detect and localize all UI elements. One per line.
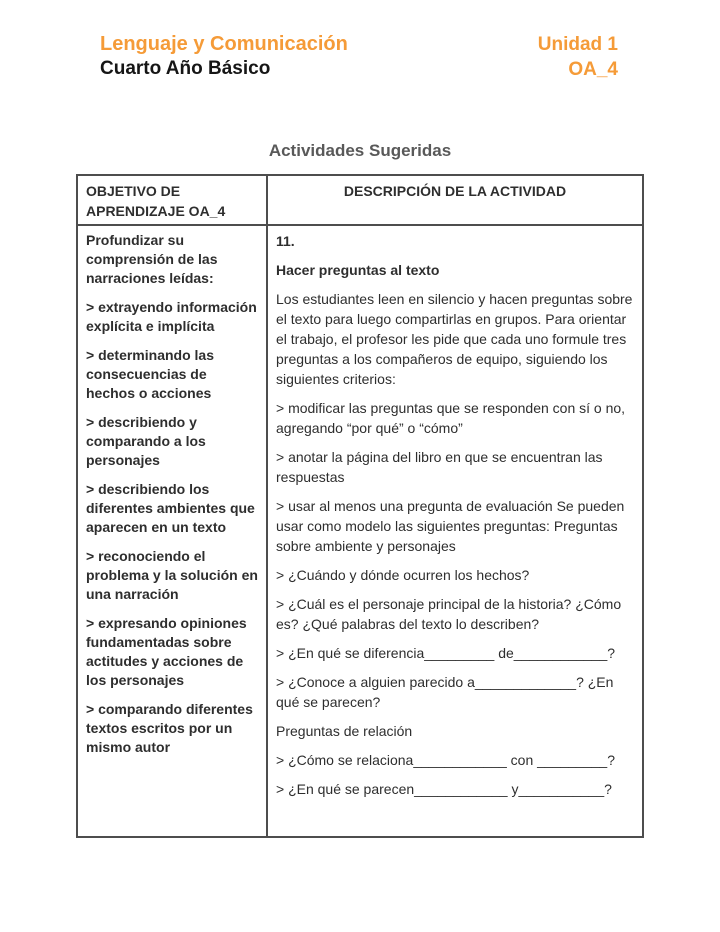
objective-item: > describiendo los diferentes ambientes que aparecen en un texto — [86, 481, 255, 535]
course-level: Cuarto Año Básico — [100, 58, 271, 79]
unit-label: Unidad 1 — [537, 34, 618, 55]
objective-item: > describiendo y comparando a los personajes — [86, 414, 206, 468]
objective-item: > expresando opiniones fundamentadas sobre actitudes y acciones de los personajes — [86, 615, 247, 688]
activity-title: Hacer preguntas al texto — [276, 262, 440, 278]
header-right — [538, 32, 618, 82]
activity-paragraph: Los estudiantes leen en silencio y hacen preguntas sobre el texto para luego compartirlas en grupos. Para orientar el trabajo, el profesor les pide que cada uno formule tres preguntas a los compañeros de equipo, siguiendo los siguientes criterios: — [276, 291, 633, 387]
course-title: Lenguaje y Comunicación — [100, 33, 348, 55]
activity-paragraph: Preguntas de relación — [276, 723, 413, 739]
description-header-cell: DESCRIPCIÓN DE LA ACTIVIDAD — [268, 176, 642, 226]
objective-intro: Profundizar su comprensión de las narraciones leídas: — [86, 232, 218, 286]
activity-paragraph: > ¿Cuál es el personaje principal de la historia? ¿Cómo es? ¿Qué palabras del texto lo describen? — [276, 596, 622, 632]
objective-header-cell: OBJETIVO DE APRENDIZAJE OA_4 — [78, 176, 268, 226]
activity-paragraph: > ¿Cuándo y dónde ocurren los hechos? — [276, 567, 530, 583]
activity-paragraph: > modificar las preguntas que se responden con sí o no, agregando “por qué” o “cómo” — [276, 400, 626, 436]
activity-paragraph: > ¿Conoce a alguien parecido a_____________? ¿En qué se parecen? — [276, 674, 614, 710]
activity-paragraph: > usar al menos una pregunta de evaluación Se pueden usar como modelo las siguientes preguntas: Preguntas sobre ambiente y personajes — [276, 498, 625, 554]
activity-number: 11. — [276, 233, 295, 249]
activities-table — [76, 174, 644, 838]
activity-paragraph: > ¿Cómo se relaciona____________ con _________? — [276, 752, 615, 768]
section-title: Actividades Sugeridas — [268, 141, 452, 160]
objective-item: > comparando diferentes textos escritos por un mismo autor — [86, 701, 253, 755]
objective-item: > extrayendo información explícita e implícita — [86, 299, 257, 334]
document-header — [100, 32, 618, 82]
oa-code-label: OA_4 — [568, 59, 618, 80]
description-cell — [268, 226, 642, 836]
objective-cell — [78, 226, 268, 836]
objective-item: > determinando las consecuencias de hechos o acciones — [86, 347, 214, 401]
header-left — [100, 32, 348, 81]
activity-paragraph: > anotar la página del libro en que se encuentran las respuestas — [276, 449, 603, 485]
activity-paragraph: > ¿En qué se parecen____________ y___________? — [276, 781, 612, 797]
objective-item: > reconociendo el problema y la solución en una narración — [86, 548, 258, 602]
activity-paragraph: > ¿En qué se diferencia_________ de____________? — [276, 645, 616, 661]
